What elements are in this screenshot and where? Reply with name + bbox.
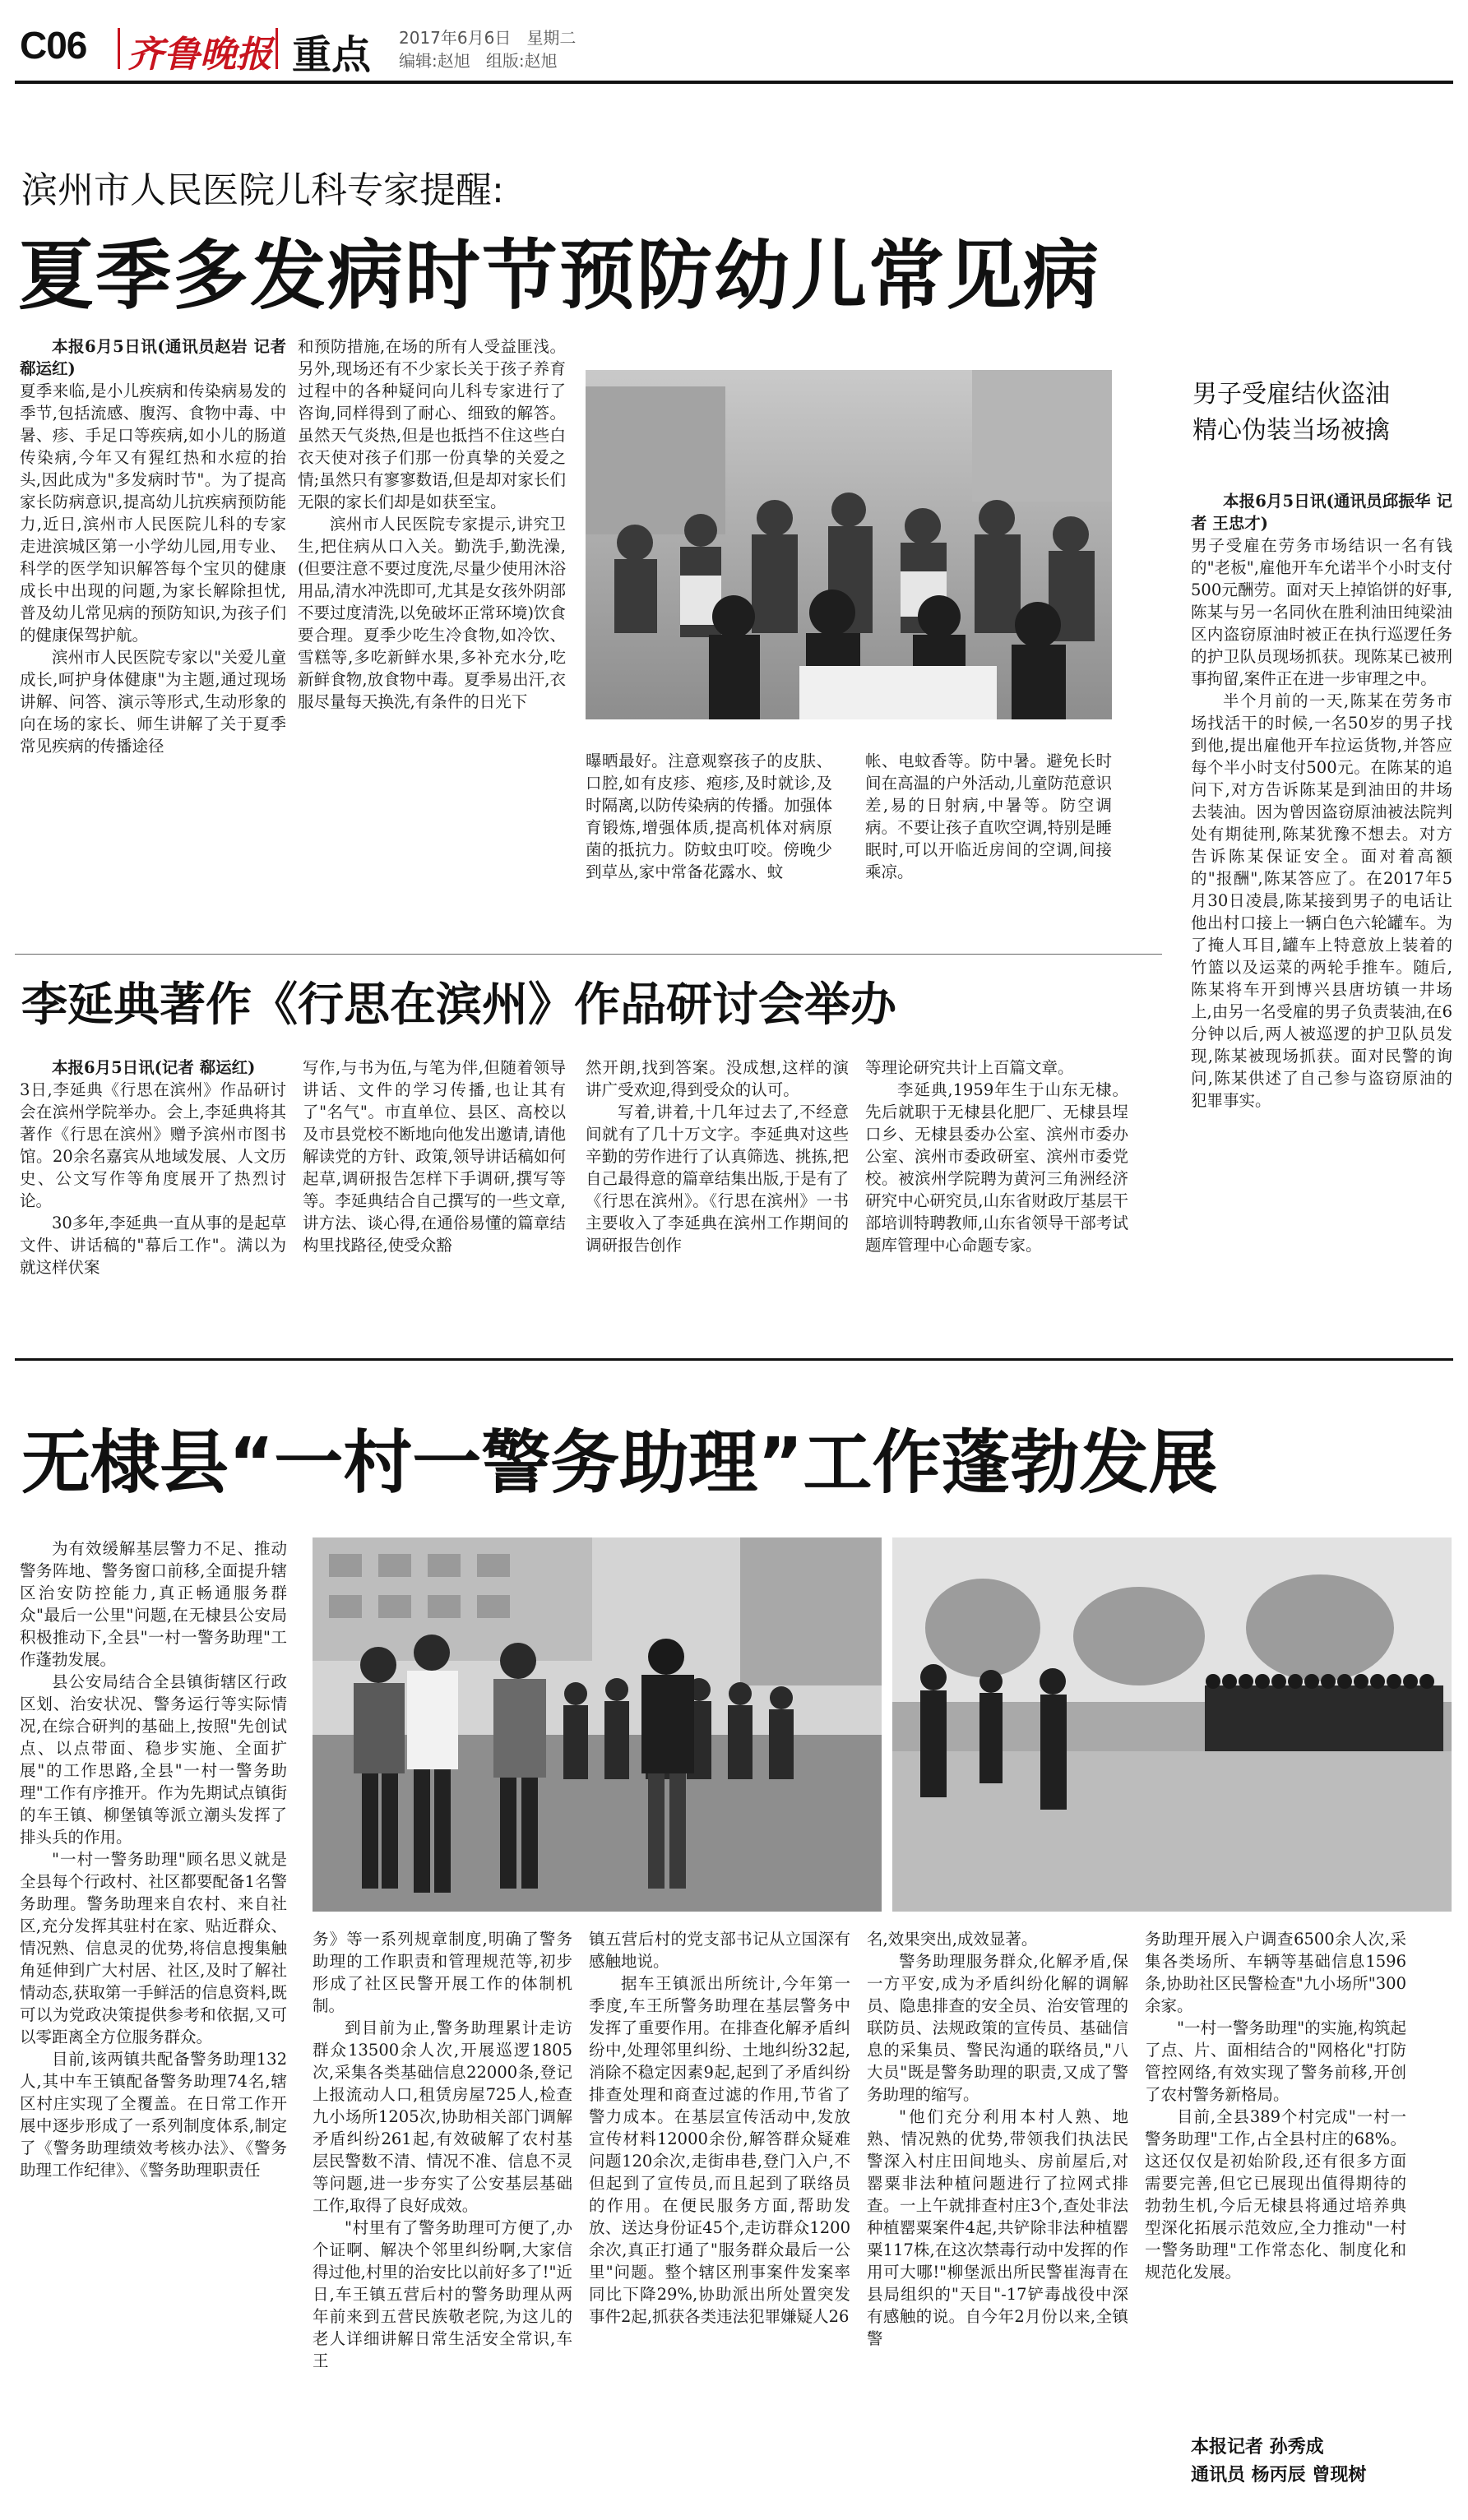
paragraph: 务》等一系列规章制度,明确了警务助理的工作职责和管理规范等,初步形成了社区民警开展工作的体制机制。	[313, 1930, 572, 2015]
article2-dateline: 本报6月5日讯(记者 郗运红)	[52, 1058, 256, 1077]
section-rule	[15, 954, 1162, 955]
header-divider	[118, 28, 120, 69]
paragraph: 滨州市人民医院专家提示,讲究卫生,把住病从口入关。勤洗手,勤洗澡,(但要注意不要过度洗,尽量少使用沐浴用品,清水冲洗即可,尤其是女孩外阴部不要过度清洗,以免破坏正常环境)饮食要合理。夏季少吃生冷食物,如冷饮、雪糕等,多吃新鲜水果,多补充水分,吃新鲜食物,放食物中毒。夏季易出汗,衣服尽量每天换洗,有条件的日光下	[298, 515, 566, 711]
paragraph: 曝晒最好。注意观察孩子的皮肤、口腔,如有皮疹、疱疹,及时就诊,及时隔离,以防传染病的传播。加强体育锻炼,增强体质,提高机体对病原菌的抵抗力。防蚊虫叮咬。傍晚少到草丛,家中常备花露水、蚊	[586, 751, 832, 881]
paragraph: 然开朗,找到答案。没成想,这样的演讲广受欢迎,得到受众的认可。	[586, 1058, 849, 1099]
article2-col3	[586, 1057, 849, 1352]
article3-col2	[313, 1928, 572, 2516]
paragraph: 写作,与书为伍,与笔为伴,但随着领导讲话、文件的学习传播,也让其有了"名气"。市直单位、县区、高校以及市县党校不断地向他发出邀请,请他解读党的方针、政策,领导讲话稿如何起草,调研报告怎样下手调研,撰写等等。李延典结合自己撰写的一些文章,讲方法、谈心得,在通俗易懂的篇章结构里找路径,使受众豁	[303, 1058, 566, 1255]
paragraph: 夏季来临,是小儿疾病和传染病易发的季节,包括流感、腹泻、食物中毒、中暑、疹、手足口等疾病,如小儿的肠道传染病,今年又有猩红热和水痘的抬头,因此成为"多发病时节"。为了提高家长防病意识,提高幼儿抗疾病预防能力,近日,滨州市人民医院儿科的专家走进滨城区第一小学幼儿园,用专业、科学的医学知识解答每个宝贝的健康成长中出现的问题,为家长解除担忧,普及幼儿常见病的预防知识,为孩子们的健康保驾护航。	[20, 381, 286, 645]
article1-col4	[865, 750, 1112, 947]
paragraph: 滨州市人民医院专家以"关爱儿童成长,呵护身体健康"为主题,通过现场讲解、问答、演示等形式,生动形象的向在场的家长、师生讲解了关于夏季常见疾病的传播途径	[20, 648, 286, 756]
paragraph: 务助理开展入户调查6500余人次,采集各类场所、车辆等基础信息1596条,协助社区民警检查"九小场所"300余家。	[1145, 1930, 1406, 2015]
paragraph: "一村一警务助理"顾名思义就是全县每个行政村、社区都要配备1名警务助理。警务助理来自农村、来自社区,充分发挥其驻村在家、贴近群众、情况熟、信息灵的优势,将信息搜集触角延伸到广大村居、社区,及时了解社情动态,获取第一手鲜活的信息资料,既可以为党政决策提供参考和依据,又可以零距离全方位服务群众。	[20, 1850, 287, 2046]
article3-headline: 无棣县“一村一警务助理”工作蓬勃发展	[21, 1422, 1218, 1503]
paragraph: 写着,讲着,十几年过去了,不经意间就有了几十万文字。李延典对这些辛勤的劳作进行了认真筛选、挑拣,把自己最得意的篇章结集出版,于是有了《行思在滨州》。《行思在滨州》一书主要收入了李延典在滨州工作期间的调研报告创作	[586, 1103, 849, 1255]
paragraph: "村里有了警务助理可方便了,办个证啊、解决个邻里纠纷啊,大家信得过他,村里的治安比以前好多了!"近日,车王镇五营后村的警务助理从两年前来到五营民族敬老院,为这儿的老人详细讲解日常生活安全常识,车王	[313, 2218, 572, 2370]
article1-col1	[20, 335, 286, 944]
article2-col1	[20, 1057, 286, 1352]
article1-photo	[586, 370, 1112, 719]
paragraph: 目前,该两镇共配备警务助理132人,其中车王镇配备警务助理74名,辖区村庄实现了全覆盖。在日常工作开展中逐步形成了一系列制度体系,制定了《警务助理绩效考核办法》、《警务助理工作纪律》、《警务助理职责任	[20, 2050, 287, 2180]
paragraph: 帐、电蚊香等。防中暑。避免长时间在高温的户外活动,儿童防范意识差,易的日射病,中暑等。防空调病。不要让孩子直吹空调,特别是睡眠时,可以开临近房间的空调,间接乘凉。	[865, 751, 1112, 881]
paragraph: 等理论研究共计上百篇文章。	[865, 1058, 1074, 1077]
paragraph: 镇五营后村的党支部书记从立国深有感触地说。	[589, 1930, 850, 1971]
article3-col5	[1145, 1928, 1406, 2430]
side-article-dateline: 本报6月5日讯(通讯员邱振华 记者 王忠才)	[1191, 492, 1452, 533]
paragraph: 目前,全县389个村完成"一村一警务助理"工作,占全县村庄的68%。这还仅仅是初始阶段,还有很多方面需要完善,但它已展现出值得期待的勃勃生机,今后无棣县将通过培养典型深化拓展示范效应,全力推动"一村一警务助理"工作常态化、制度化和规范化发展。	[1145, 2107, 1406, 2282]
article1-col3	[586, 750, 832, 947]
article3-col1	[20, 1537, 287, 2516]
paragraph: 李延典,1959年生于山东无棣。先后就职于无棣县化肥厂、无棣县埕口乡、无棣县委办公室、滨州市委办公室、滨州市委政研室、滨州市委党校。被滨州学院聘为黄河三角洲经济研究中心研究员,山东省财政厅基层干部培训特聘教师,山东省领导干部考试题库管理中心命题专家。	[865, 1080, 1128, 1255]
paragraph: 30多年,李延典一直从事的是起草文件、讲话稿的"幕后工作"。满以为就这样伏案	[20, 1214, 286, 1277]
paragraph: 据车王镇派出所统计,今年第一季度,车王所警务助理在基层警务中发挥了重要作用。在排查化解矛盾纠纷中,处理邻里纠纷、土地纠纷32起,消除不稳定因素9起,起到了矛盾纠纷排查处理和商查过滤的作用,节省了警力成本。在基层宣传活动中,发放宣传材料12000余份,解答群众疑难问题120余次,走街串巷,登门入户,不但起到了宣传员,而且起到了联络员的作用。在便民服务方面,帮助发放、送达身份证45个,走访群众1200余次,真正打通了"服务群众最后一公里"问题。整个辖区刑事案件发案率同比下降29%,协助派出所处置突发事件2起,抓获各类违法犯罪嫌疑人26	[589, 1974, 850, 2326]
side-title-line: 精心伪装当场被擒	[1192, 416, 1390, 445]
section-rule	[15, 1358, 1453, 1361]
article3-photo-right	[892, 1537, 1452, 1912]
paragraph: 名,效果突出,成效显著。	[867, 1930, 1038, 1949]
paragraph: 为有效缓解基层警力不足、推动警务阵地、警务窗口前移,全面提升辖区治安防控能力,真正畅通服务群众"最后一公里"问题,在无棣县公安局积极推动下,全县"一村一警务助理"工作蓬勃发展。	[20, 1539, 287, 1669]
paragraph: 到目前为止,警务助理累计走访群众13500余人次,开展巡逻1805次,采集各类基础信息22000条,登记上报流动人口,租赁房屋725人,检查九小场所1205次,协助相关部门调解矛盾纠纷261起,有效破解了农村基层民警数不清、情况不准、信息不灵等问题,进一步夯实了公安基层基础工作,取得了良好成效。	[313, 2018, 572, 2215]
paragraph: 和预防措施,在场的所有人受益匪浅。另外,现场还有不少家长关于孩子养育过程中的各种疑问向儿科专家进行了咨询,同样得到了耐心、细致的解答。虽然天气炎热,但是也抵挡不住这些白衣天使对孩子们那一份真挚的关爱之情;虽然只有寥寥数语,但是却对家长们无限的家长们却是如获至宝。	[298, 337, 566, 511]
issue-date: 2017年6月6日 星期二	[399, 28, 577, 48]
header-rule	[15, 81, 1453, 84]
paragraph: 半个月前的一天,陈某在劳务市场找活干的时候,一名50岁的男子找到他,提出雇他开车拉运货物,并答应每个半小时支付500元。在陈某的追问下,对方告诉陈某是到油田的井场去装油。因为曾因盗窃原油被法院判处有期徒刑,陈某犹豫不想去。对方告诉陈某保证安全。面对着高额的"报酬",陈某答应了。在2017年5月30日凌晨,陈某接到男子的电话让他出村口接上一辆白色六轮罐车。为了掩人耳目,罐车上特意放上装着的竹篮以及运菜的两轮手推车。随后,陈某将车开到博兴县唐坊镇一井场上,由另一名受雇的男子负责装油,在6分钟以后,两人被巡逻的护卫队员发现,陈某被现场抓获。面对民警的询问,陈某供述了自己参与盗窃原油的犯罪事实。	[1191, 691, 1452, 1110]
paragraph: 县公安局结合全县镇街辖区行政区划、治安状况、警务运行等实际情况,在综合研判的基础上,按照"先创试点、以点带面、稳步实施、全面扩展"的工作思路,全县"一村一警务助理"工作有序推开。作为先期试点镇街的车王镇、柳堡镇等派立潮头发挥了排头兵的作用。	[20, 1672, 287, 1847]
article1-headline: 夏季多发病时节预防幼儿常见病	[18, 232, 1101, 320]
header-divider	[276, 28, 278, 69]
paragraph: 警务助理服务群众,化解矛盾,保一方平安,成为矛盾纠纷化解的调解员、隐患排查的安全员、治安管理的联防员、法规政策的宣传员、基础信息的采集员、警民沟通的联络员,"八大员"既是警务助理的职责,又成了警务助理的缩写。	[867, 1952, 1128, 2104]
side-article-title	[1192, 377, 1390, 449]
page-code: C06	[20, 24, 87, 67]
side-article-body	[1191, 490, 1452, 1345]
byline-line: 通讯员 杨丙辰 曾现树	[1191, 2465, 1367, 2485]
editor-credits: 编辑:赵旭 组版:赵旭	[399, 51, 558, 71]
paragraph: 3日,李延典《行思在滨州》作品研讨会在滨州学院举办。会上,李延典将其著作《行思在滨州》赠予滨州市图书馆。20余名嘉宾从地域发展、人文历史、公文写作等角度展开了热烈讨论。	[20, 1080, 286, 1210]
article2-headline: 李延典著作《行思在滨州》作品研讨会举办	[21, 978, 896, 1032]
article3-byline	[1191, 2434, 1366, 2490]
article1-dateline: 本报6月5日讯(通讯员赵岩 记者 郗运红)	[20, 337, 286, 378]
section-title: 重点	[292, 32, 372, 78]
paragraph: 男子受雇在劳务市场结识一名有钱的"老板",雇他开车允诺半个小时支付500元酬劳。面对天上掉馅饼的好事,陈某与另一名同伙在胜利油田纯梁油区内盗窃原油时被正在执行巡逻任务的护卫队员现场抓获。现陈某已被刑事拘留,案件正在进一步审理之中。	[1191, 536, 1452, 688]
paragraph: "他们充分利用本村人熟、地熟、情况熟的优势,带领我们执法民警深入村庄田间地头、房前屋后,对罂粟非法种植问题进行了拉网式排查。一上午就排查村庄3个,查处非法种植罂粟案件4起,共铲除非法种植罂粟117株,在这次禁毒行动中发挥的作用可大哪!"柳堡派出所民警崔海青在县局组织的"天目"-17铲毒战役中深有感触的说。自今年2月份以来,全镇警	[867, 2107, 1128, 2348]
article3-photo-left	[313, 1537, 882, 1912]
article1-col2	[298, 335, 566, 944]
newspaper-logo: 齐鲁晚报	[127, 34, 272, 76]
article2-col2	[303, 1057, 566, 1352]
article3-col4	[867, 1928, 1128, 2516]
article2-col4	[865, 1057, 1128, 1352]
article1-subhead: 滨州市人民医院儿科专家提醒:	[21, 169, 504, 211]
article3-col3	[589, 1928, 850, 2516]
side-title-line: 男子受雇结伙盗油	[1192, 380, 1390, 409]
paragraph: "一村一警务助理"的实施,构筑起了点、片、面相结合的"网格化"打防管控网络,有效实现了警务前移,开创了农村警务新格局。	[1145, 2018, 1406, 2104]
byline-line: 本报记者 孙秀成	[1191, 2437, 1324, 2458]
